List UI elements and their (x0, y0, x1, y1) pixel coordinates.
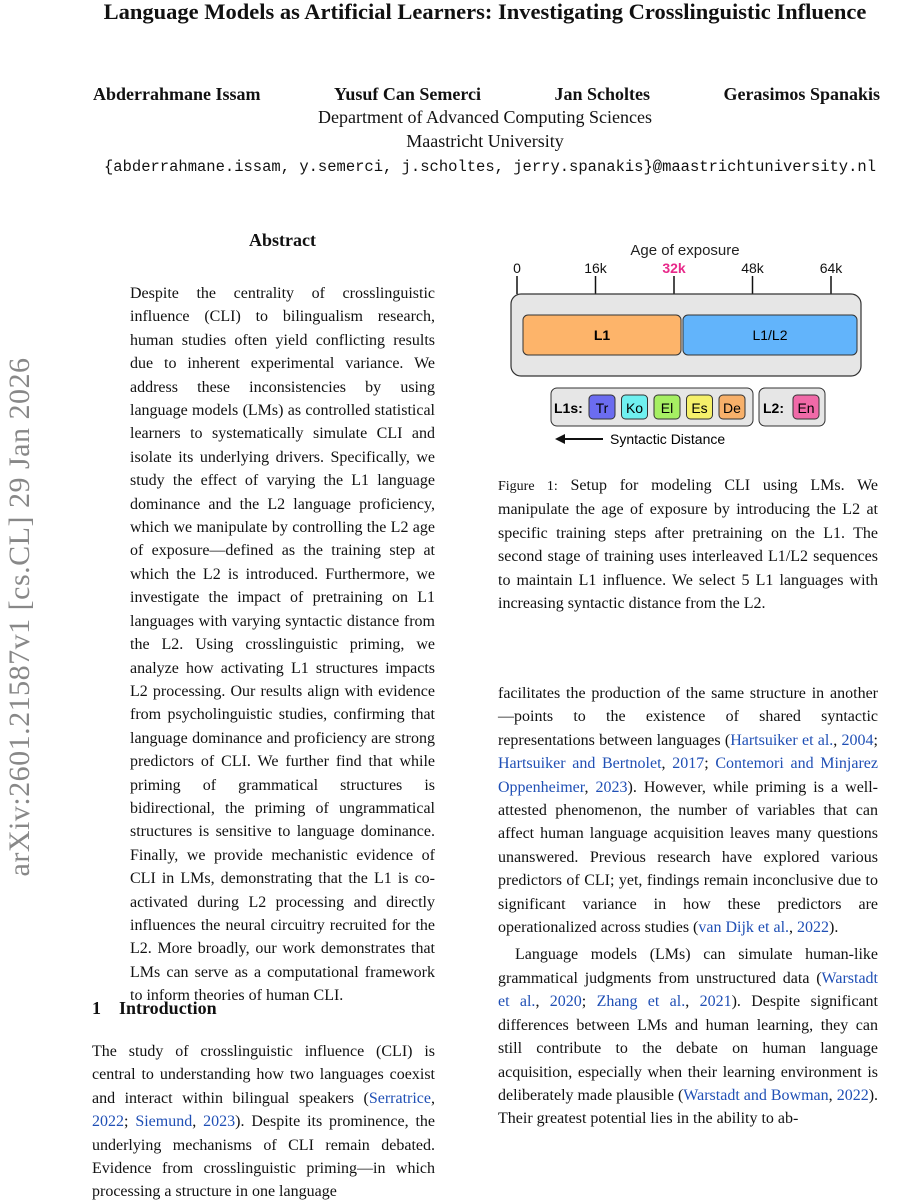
text-run: ). Their greatest potential lies in the ability to ab- (498, 1086, 879, 1128)
affiliation-department: Department of Advanced Computing Sciences (318, 107, 652, 127)
citation-link[interactable]: 2022 (92, 1113, 124, 1131)
caption-label: Figure 1: (498, 479, 558, 494)
l2-label: L2: (763, 400, 784, 416)
text-run: , (661, 755, 673, 773)
tick-label: 48k (741, 260, 764, 276)
paragraph (498, 682, 878, 939)
citation-link[interactable]: 2021 (699, 993, 732, 1011)
section-heading-introduction (92, 998, 217, 1019)
author: Yusuf Can Semerci (333, 84, 481, 104)
tick-label: 32k (662, 260, 686, 276)
citation-link[interactable]: Hartsuiker et al. (730, 731, 834, 749)
text-run: , (789, 919, 798, 937)
tick-label: 16k (584, 260, 607, 276)
section-number: 1 (92, 998, 101, 1018)
text-run: facilitates the production of the same structure in another—points to the existence of shared syntactic representations between languages ( (498, 685, 878, 749)
text-run: , (535, 993, 550, 1011)
citation-link[interactable]: Hartsuiker and Bertnolet (498, 755, 662, 773)
citation-link[interactable]: Siemund (135, 1113, 193, 1131)
text-run: ). Despite its prominence, the underlying mechanisms of CLI remain debated. Evidence from crosslinguistic priming—in which processing a structure in one language (92, 1113, 436, 1201)
author-emails: {abderrahmane.issam, y.semerci, j.scholtes, jerry.spanakis}@maastrichtuniversity.nl (103, 158, 877, 176)
segment-l1-label: L1 (593, 327, 611, 343)
affiliation-university: Maastricht University (406, 131, 564, 151)
citation-link[interactable]: 2023 (203, 1113, 236, 1131)
intro-paragraph (92, 1040, 435, 1204)
text-run: , (192, 1113, 204, 1131)
text-run: , (431, 1089, 435, 1107)
citation-link[interactable]: 2004 (841, 731, 874, 749)
text-run: ; (704, 755, 716, 773)
axis-title: Age of exposure (630, 242, 740, 259)
language-code: Tr (595, 400, 609, 416)
language-code: Es (691, 400, 708, 416)
text-run: , (584, 778, 596, 796)
language-code: En (797, 400, 815, 416)
citation-link[interactable]: Contemori and Minjarez Oppenheimer (498, 755, 878, 796)
paper-title: Language Models as Artificial Learners: Investigating Crosslinguistic Influence (103, 0, 867, 24)
citation-link[interactable]: Warstadt and Bowman (683, 1086, 829, 1104)
figure-diagram (505, 238, 875, 453)
right-column-text (498, 682, 878, 1131)
author: Jan Scholtes (554, 84, 650, 104)
author: Gerasimos Spanakis (723, 84, 880, 104)
segment-l1l2-label: L1/L2 (752, 327, 788, 343)
citation-link[interactable]: Serratrice (368, 1089, 431, 1107)
left-arrow-icon (555, 434, 603, 444)
paragraph (498, 943, 878, 1130)
text-run: ). However, while priming is a well-attested phenomenon, the number of variables that can affect human language acquisition leaves many questions unanswered. Previous research have explored various predictors of CLI; yet, findings remain inconclusive due to significant variance in how these predictors are operationalized across studies ( (498, 778, 879, 937)
figure-caption (498, 474, 878, 615)
text-run: , (833, 731, 842, 749)
tick-label: 0 (513, 260, 521, 276)
l1s-label: L1s: (554, 400, 583, 416)
citation-link[interactable]: Warstadt et al. (498, 969, 878, 1011)
abstract-text: Despite the centrality of crosslinguistic influence (CLI) to bilingualism research, human studies often yield conflicting results due to inherent experimental variance. We address these inconsistencies by using language models (LMs) as controlled statistical learners to systematically simulate CLI and isolate its underlying drivers. Specifically, we study the effect of varying the L1 language dominance and the L2 language proficiency, which we manipulate by controlling the L2 age of exposure—defined as the training step at which the L2 is introduced. Furthermore, we investigate the impact of pretraining on L1 languages with varying syntactic distance from the L2. Using crosslinguistic priming, we analyze how activating L1 structures impacts L2 processing. Our results align with evidence from psycholinguistic studies, confirming that language dominance and proficiency are strong predictors of CLI. We further find that while priming of grammatical structures is bidirectional, the priming of ungrammatical structures is sensitive to language dominance. Finally, we provide mechanistic evidence of CLI in LMs, demonstrating that the L1 is co-activated during L2 processing and directly influences the neural circuitry recruited for the L2. More broadly, our work demonstrates that LMs can serve as a computational framework to inform theories of human CLI. (130, 285, 435, 1005)
figure-1 (505, 238, 875, 453)
text-run: Language models (LMs) can simulate human-like grammatical judgments from unstructured data ( (498, 946, 878, 987)
arxiv-identifier: arXiv:2601.21587v1 [cs.CL] 29 Jan 2026 (3, 357, 36, 877)
text-run: ; (873, 731, 878, 749)
citation-link[interactable]: van Dijk et al. (698, 919, 790, 937)
language-code: Ko (625, 400, 644, 416)
tick-label: 64k (819, 260, 843, 276)
section-title: Introduction (119, 998, 217, 1018)
author: Abderrahmane Issam (93, 84, 261, 104)
citation-link[interactable]: 2022 (797, 919, 830, 937)
language-code: De (723, 400, 741, 416)
text-run: The study of crosslinguistic influence (CLI) is central to understanding how two languages coexist and interact within bilingual speakers ( (92, 1043, 435, 1107)
caption-text: Setup for modeling CLI using LMs. We manipulate the age of exposure by introducing the L2 at specific training steps after pretraining on the L1. The second stage of training uses interleaved L1/L2 sequences to maintain L1 influence. We select 5 L1 languages with increasing syntactic distance from the L2. (498, 477, 878, 613)
citation-link[interactable]: Zhang et al. (596, 993, 686, 1011)
text-run: ). (829, 919, 839, 937)
abstract-heading: Abstract (249, 230, 316, 250)
text-run: ; (124, 1113, 136, 1131)
text-run: ). Despite significant differences between LMs and human learning, they can still contribute to the debate on human language acquisition, especially when their learning environment is deliberately made plausible ( (498, 993, 879, 1104)
author-list (60, 84, 910, 105)
citation-link[interactable]: 2022 (836, 1086, 869, 1104)
citation-link[interactable]: 2020 (549, 993, 582, 1011)
language-code: El (660, 400, 674, 416)
text-run: , (685, 993, 700, 1011)
citation-link[interactable]: 2017 (672, 755, 705, 773)
syntactic-distance-label: Syntactic Distance (610, 431, 726, 447)
text-run: , (828, 1086, 837, 1104)
citation-link[interactable]: 2023 (595, 778, 628, 796)
text-run: ; (581, 993, 597, 1011)
